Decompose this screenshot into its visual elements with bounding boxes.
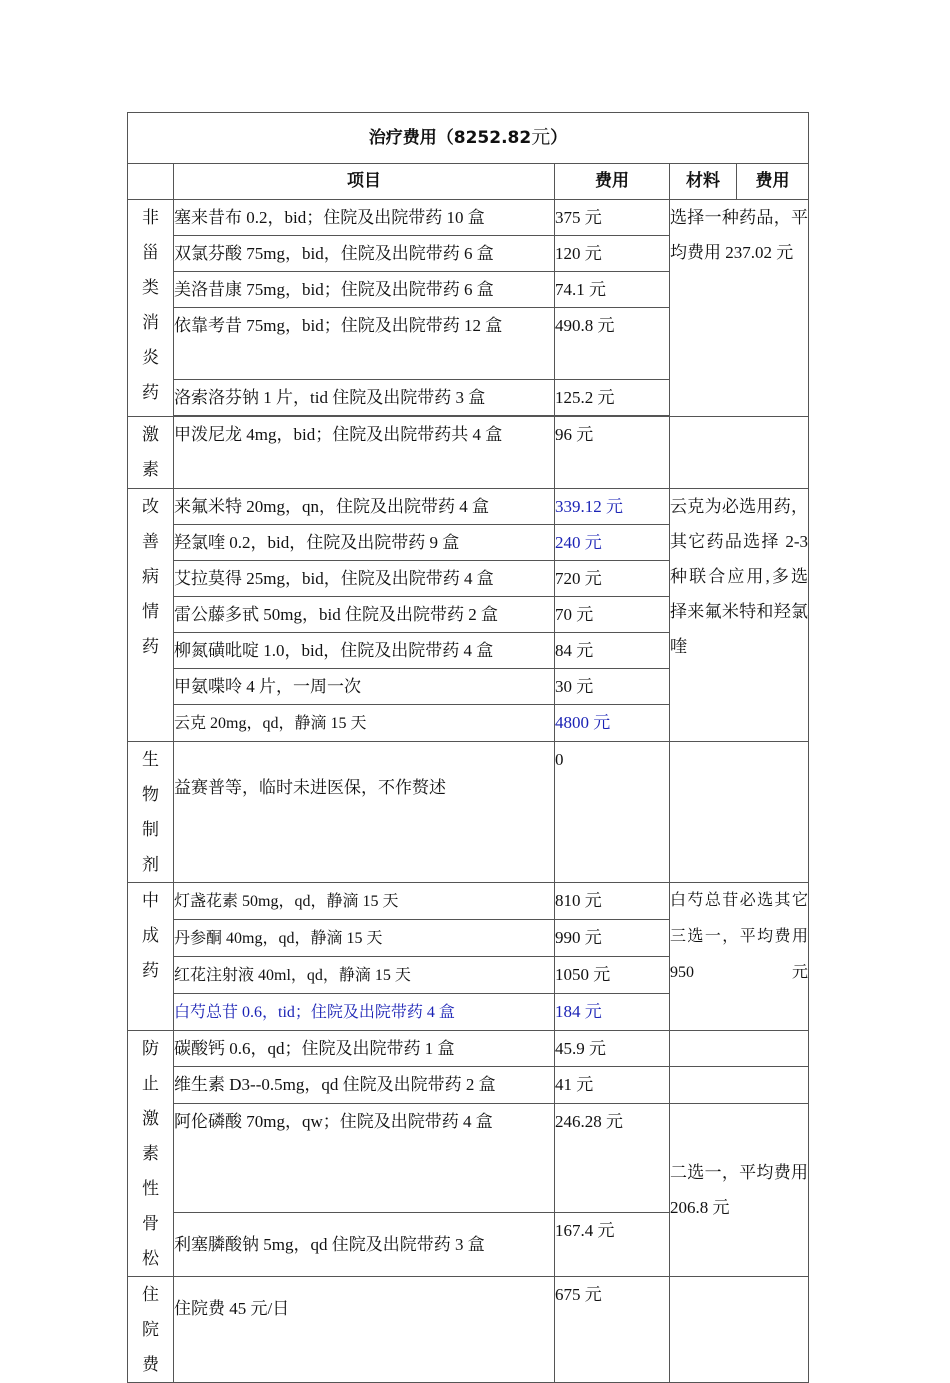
fee-cell: 41 元 — [555, 1067, 670, 1104]
fee-cell: 167.4 元 — [555, 1213, 670, 1277]
fee-cell: 246.28 元 — [555, 1104, 670, 1213]
note-empty — [670, 1067, 809, 1104]
fee-cell: 125.2 元 — [555, 380, 670, 416]
fee-cell: 0 — [555, 742, 670, 883]
item-cell: 美洛昔康 75mg，bid；住院及出院带药 6 盒 — [174, 272, 555, 308]
table-row — [128, 883, 809, 920]
category-tcm: 中成药 — [128, 883, 174, 1031]
item-cell: 白芍总苷 0.6，tid；住院及出院带药 4 盒 — [174, 994, 555, 1031]
header-fee: 费用 — [555, 164, 670, 200]
note-osteo: 二选一，平均费用 206.8 元 — [670, 1104, 809, 1277]
fee-cell: 810 元 — [555, 883, 670, 920]
note-empty — [670, 742, 809, 883]
item-cell: 阿伦磷酸 70mg，qw；住院及出院带药 4 盒 — [174, 1104, 555, 1213]
fee-cell: 990 元 — [555, 920, 670, 957]
item-cell: 柳氮磺吡啶 1.0，bid，住院及出院带药 4 盒 — [174, 633, 555, 669]
header-material: 材料 — [670, 164, 737, 200]
fee-cell: 4800 元 — [555, 705, 670, 742]
fee-cell: 675 元 — [555, 1277, 670, 1383]
table-row — [128, 1031, 809, 1067]
item-cell: 碳酸钙 0.6，qd；住院及出院带药 1 盒 — [174, 1031, 555, 1067]
fee-cell: 1050 元 — [555, 957, 670, 994]
category-hormone: 激素 — [128, 417, 174, 489]
item-cell: 塞来昔布 0.2，bid；住院及出院带药 10 盒 — [174, 200, 555, 236]
fee-cell: 74.1 元 — [555, 272, 670, 308]
note-tcm: 白芍总苷必选其它三选一，平均费用 950 元 — [670, 883, 809, 1031]
fee-cell: 490.8 元 — [555, 308, 670, 380]
note-improve: 云克为必选用药，其它药品选择 2-3 种联合应用,多选择来氟米特和羟氯喹 — [670, 489, 809, 742]
table-row — [128, 417, 809, 489]
fee-cell: 184 元 — [555, 994, 670, 1031]
fee-cell: 120 元 — [555, 236, 670, 272]
category-nsaid: 非甾类消炎药 — [128, 200, 174, 417]
item-cell: 依靠考昔 75mg，bid；住院及出院带药 12 盒 — [174, 308, 555, 380]
item-cell: 丹参酮 40mg，qd，静滴 15 天 — [174, 920, 555, 957]
item-cell: 艾拉莫得 25mg，bid，住院及出院带药 4 盒 — [174, 561, 555, 597]
header-row — [128, 164, 809, 200]
item-cell: 来氟米特 20mg，qn，住院及出院带药 4 盒 — [174, 489, 555, 525]
category-osteo: 防止激素性骨松 — [128, 1031, 174, 1277]
note-nsaid: 选择一种药品，平均费用 237.02 元 — [670, 200, 809, 417]
note-empty — [670, 417, 809, 489]
item-cell: 洛索洛芬钠 1 片，tid 住院及出院带药 3 盒 — [174, 380, 555, 416]
note-empty — [670, 1031, 809, 1067]
treatment-cost-table — [127, 112, 809, 1383]
fee-cell: 339.12 元 — [555, 489, 670, 525]
item-cell: 羟氯喹 0.2，bid，住院及出院带药 9 盒 — [174, 525, 555, 561]
table-row — [128, 742, 809, 883]
item-cell: 甲泼尼龙 4mg，bid；住院及出院带药共 4 盒 — [174, 417, 555, 489]
fee-cell: 30 元 — [555, 669, 670, 705]
header-material-fee: 费用 — [737, 164, 809, 200]
table-row — [128, 200, 809, 236]
fee-cell: 375 元 — [555, 200, 670, 236]
fee-cell: 84 元 — [555, 633, 670, 669]
fee-cell: 45.9 元 — [555, 1031, 670, 1067]
header-item: 项目 — [174, 164, 555, 200]
fee-cell: 96 元 — [555, 417, 670, 489]
item-cell: 利塞膦酸钠 5mg，qd 住院及出院带药 3 盒 — [174, 1213, 555, 1277]
category-hospital: 住院费 — [128, 1277, 174, 1383]
fee-cell: 240 元 — [555, 525, 670, 561]
note-empty — [670, 1277, 809, 1383]
item-cell: 灯盏花素 50mg，qd，静滴 15 天 — [174, 883, 555, 920]
table-row — [128, 1067, 809, 1104]
item-cell: 住院费 45 元/日 — [174, 1277, 555, 1383]
fee-cell: 720 元 — [555, 561, 670, 597]
category-bio: 生物制剂 — [128, 742, 174, 883]
table-row — [128, 489, 809, 525]
category-improve: 改善病情药 — [128, 489, 174, 742]
table-title: 治疗费用（8252.82元） — [128, 113, 809, 164]
header-blank — [128, 164, 174, 200]
fee-cell: 70 元 — [555, 597, 670, 633]
item-cell: 益赛普等，临时未进医保，不作赘述 — [174, 742, 555, 883]
item-cell: 双氯芬酸 75mg，bid，住院及出院带药 6 盒 — [174, 236, 555, 272]
item-cell: 雷公藤多甙 50mg，bid 住院及出院带药 2 盒 — [174, 597, 555, 633]
item-cell: 云克 20mg，qd，静滴 15 天 — [174, 705, 555, 742]
table-row — [128, 1277, 809, 1383]
item-cell: 甲氨喋呤 4 片，一周一次 — [174, 669, 555, 705]
table-row — [128, 1104, 809, 1213]
item-cell: 红花注射液 40ml，qd，静滴 15 天 — [174, 957, 555, 994]
item-cell: 维生素 D3--0.5mg，qd 住院及出院带药 2 盒 — [174, 1067, 555, 1104]
